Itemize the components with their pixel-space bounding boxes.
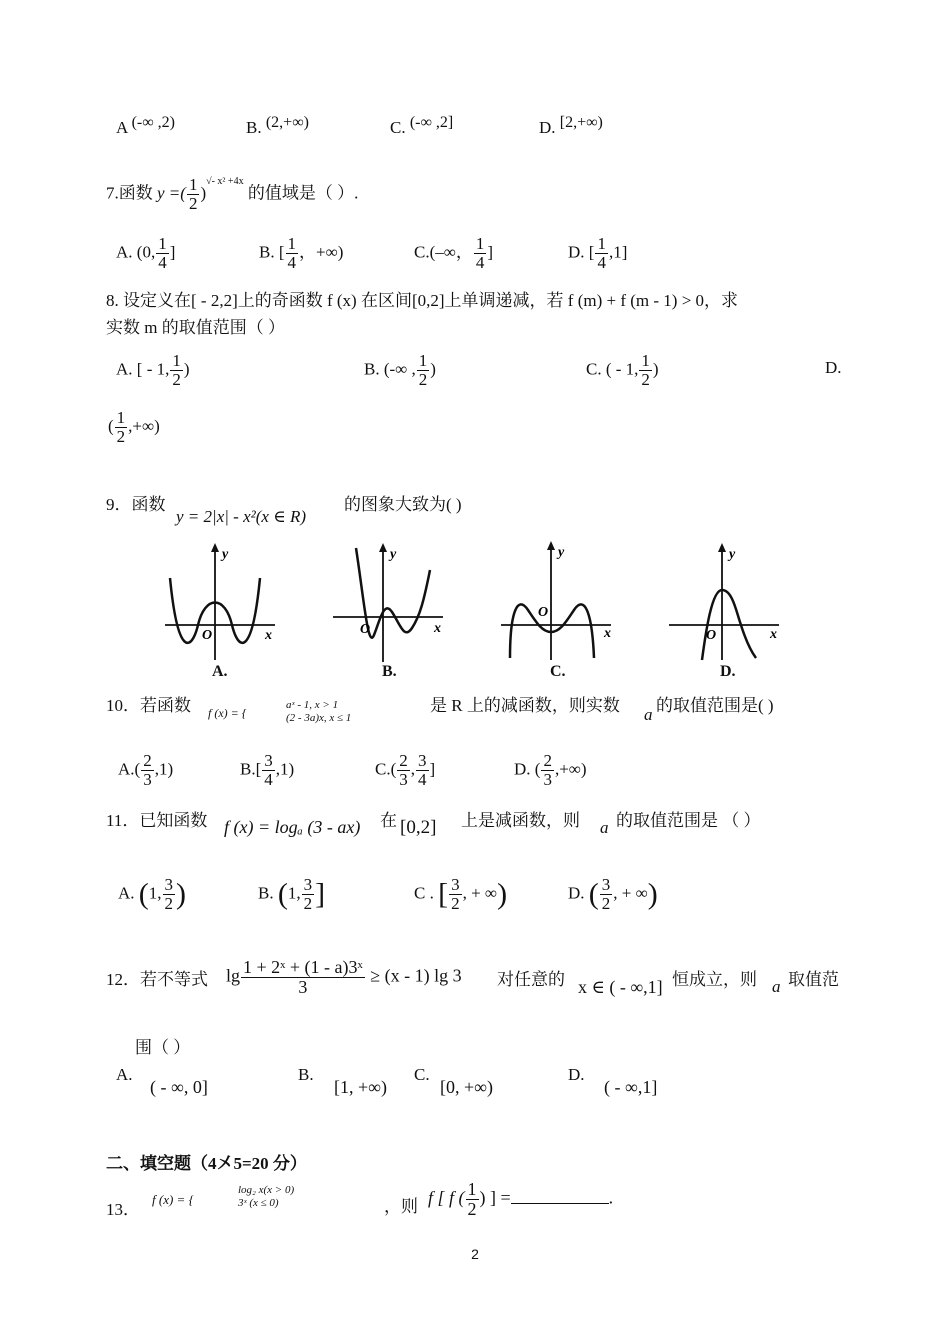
origin-label: O (202, 628, 213, 643)
question-number: 9． (106, 495, 132, 514)
q12-option-c-value: [0, +∞) (440, 1077, 493, 1097)
denominator: 2 (303, 893, 313, 913)
log-symbol: lg (226, 965, 241, 986)
numerator: 1 (641, 351, 650, 370)
fraction (286, 235, 299, 272)
option-text: ] (487, 242, 494, 262)
option-label: D. (539, 118, 556, 137)
option-text: ( (108, 416, 114, 436)
question-prefix: 函数 (118, 183, 153, 203)
denominator: 2 (172, 369, 181, 389)
option-text: ( (134, 759, 141, 779)
q9-formula: y = 2|x| - x²(x ∈ R) (176, 507, 307, 526)
y-label: y (558, 545, 565, 560)
option-label: D. (514, 759, 531, 779)
option-label: A. (118, 759, 135, 779)
page-number: 2 (471, 1246, 479, 1262)
question-suffix: 是 R 上的减函数，则实数 (430, 696, 620, 715)
q10-fname: f (x) = { (208, 706, 247, 720)
x-label: x (770, 627, 777, 642)
bracket: ] (315, 877, 326, 911)
option-text: [ (255, 759, 262, 779)
origin-label: O (360, 622, 371, 637)
numerator: 2 (543, 751, 552, 770)
period: . (608, 1187, 614, 1208)
case-line: aˣ - 1, x > 1 (286, 699, 339, 711)
graph-d-label: D. (720, 663, 736, 680)
option-text: (0, (136, 242, 156, 262)
q12-cond: x ∈ ( - ∞,1] (578, 977, 663, 997)
option-text: ,+∞) (554, 759, 587, 779)
answer-blank[interactable] (511, 1189, 609, 1204)
option-label: C. (375, 759, 391, 779)
q11-suffix2: 的取值范围是 （ ） (616, 811, 761, 830)
denominator: 2 (601, 893, 611, 913)
question-prefix: 函数 (131, 495, 166, 514)
option-text: ，+∞) (299, 242, 344, 262)
q12-suffix: 恒成立，则 (672, 970, 757, 989)
option-text: , + ∞ (462, 883, 498, 903)
numerator: 1 (158, 234, 167, 253)
q12-option-c-label: C. (414, 1065, 430, 1084)
option-text: ) (183, 359, 190, 379)
denominator: 4 (287, 252, 297, 272)
option-text: ,1) (275, 759, 295, 779)
q10-suffix2: 的取值范围是( ) (656, 696, 774, 715)
option-label: B. (364, 359, 380, 379)
numerator: 1 (116, 408, 126, 427)
fraction (170, 352, 183, 389)
option-value: (-∞ ,2) (131, 114, 175, 131)
option-text: ] (429, 759, 436, 779)
bracket: [ (438, 877, 449, 911)
option-text: ( (534, 759, 541, 779)
graph-c-label: C. (550, 663, 566, 680)
question-number: 11． (106, 811, 140, 830)
question-10 (106, 691, 191, 716)
q6-option-a (116, 114, 175, 138)
numerator: 3 (601, 875, 611, 894)
q13-mid: ，则 (384, 1197, 418, 1216)
denominator: 4 (158, 252, 167, 272)
q12-option-b-value: [1, +∞) (334, 1077, 387, 1097)
fraction (595, 235, 608, 272)
q12-var: a (772, 977, 781, 996)
option-label: D. (568, 883, 585, 903)
numerator: 1 (287, 234, 297, 253)
q11-interval: [0,2] (400, 817, 437, 838)
fraction (541, 752, 554, 789)
option-text: (-∞ , (383, 359, 416, 379)
numerator: 3 (418, 751, 427, 770)
option-text: ,1] (608, 242, 628, 262)
x-label: x (265, 628, 272, 643)
q7-option-c (414, 235, 493, 272)
option-text: ) (430, 359, 436, 379)
option-value: (-∞ ,2] (409, 114, 454, 131)
option-label: B. (258, 883, 274, 903)
fraction (639, 352, 652, 389)
fraction (241, 958, 365, 997)
origin-label: O (538, 605, 549, 620)
q7-option-a (116, 235, 175, 272)
option-label: C. (586, 359, 602, 379)
numerator: 1 (467, 1179, 477, 1199)
option-label: A. (116, 359, 133, 379)
numerator: 1 (597, 234, 606, 253)
option-label: A (116, 118, 128, 137)
fraction (417, 352, 430, 389)
q11-var: a (600, 818, 609, 837)
option-label: C . (414, 883, 434, 903)
question-number: 10． (106, 696, 140, 715)
formula: ≥ (x - 1) lg 3 (370, 965, 462, 986)
q11-option-a (118, 876, 186, 913)
question-12 (106, 965, 208, 990)
bracket: ) (176, 877, 187, 911)
numerator: 1 (172, 351, 181, 370)
q6-option-d (539, 114, 603, 138)
y-arrow (379, 543, 387, 552)
q10-option-c (375, 752, 435, 789)
option-text: , + ∞ (613, 883, 648, 903)
denominator: 4 (418, 769, 427, 789)
denominator: 2 (451, 893, 460, 913)
q6-option-c (390, 114, 454, 138)
y-label: y (222, 547, 229, 562)
option-label: A. (118, 883, 135, 903)
fraction (115, 409, 128, 446)
question-8-line2: 实数 m 的取值范围（ ） (106, 318, 285, 337)
option-label: B. (240, 759, 256, 779)
option-text: 1, (287, 883, 301, 903)
section-heading: 二、填空题（4㐅5=20 分） (106, 1154, 307, 1173)
formula: y =( (157, 183, 186, 203)
origin-label: O (706, 628, 717, 643)
case-line: log₂ x(x > 0) (238, 1184, 295, 1196)
denominator: 4 (475, 252, 485, 272)
q11-option-d (568, 876, 658, 913)
fraction (141, 752, 154, 789)
question-11 (106, 806, 207, 831)
q8-option-b (364, 352, 436, 389)
q10-option-b (240, 752, 294, 789)
option-text: [ - 1, (136, 359, 170, 379)
graph-d (664, 540, 784, 665)
option-text: ,+∞) (128, 416, 160, 436)
option-label: C. (414, 242, 430, 262)
option-value: (2,+∞) (265, 114, 309, 131)
question-7 (106, 176, 358, 213)
q10-cases (286, 699, 351, 724)
question-8-line1: 8. 设定义在[ - 2,2]上的奇函数 f (x) 在区间[0,2]上单调递减，若 f (m) + f (m - 1) > 0，求 (106, 291, 739, 310)
denominator: 2 (641, 369, 650, 389)
option-text: ,1) (154, 759, 174, 779)
q12-line2: 围（ ） (135, 1038, 191, 1057)
y-label: y (390, 547, 397, 562)
q12-mid: 对任意的 (497, 970, 565, 989)
denominator: 2 (116, 426, 126, 446)
fraction (302, 876, 315, 913)
option-text: [ (278, 242, 285, 262)
graph-b-label: B. (382, 663, 397, 680)
option-label: A. (116, 242, 133, 262)
numerator: 3 (264, 751, 273, 770)
formula: ) (200, 183, 207, 203)
q8-option-d (108, 409, 160, 446)
q10-var: a (644, 705, 653, 724)
fraction (262, 752, 275, 789)
q6-option-b (246, 114, 309, 138)
q10-option-a (118, 752, 173, 789)
numerator: 3 (303, 875, 313, 894)
denominator: 3 (543, 769, 552, 789)
question-prefix: 若函数 (140, 696, 191, 715)
option-text: (–∞， (429, 242, 473, 262)
q8-option-d-label: D. (825, 358, 842, 377)
q9-suffix: 的图象大致为( ) (344, 495, 462, 514)
x-label: x (604, 626, 611, 641)
q11-formula: f (x) = logₐ (3 - ax) (224, 817, 361, 837)
q11-option-b (258, 876, 325, 913)
denominator: 2 (164, 893, 174, 913)
option-label: B. (246, 118, 262, 137)
question-number: 7. (106, 183, 119, 203)
option-label: D. (568, 242, 585, 262)
fraction (187, 176, 200, 213)
q8-option-a (116, 352, 190, 389)
formula: ) ] = (479, 1187, 511, 1208)
q12-option-b-label: B. (298, 1065, 314, 1084)
option-text: ( (390, 759, 397, 779)
fraction (416, 752, 429, 789)
denominator: 2 (418, 369, 428, 389)
fraction (474, 235, 487, 272)
q7-option-d (568, 235, 627, 272)
option-label: C. (390, 118, 406, 137)
q11-mid: 在 (380, 811, 397, 830)
q10-suffix (430, 691, 620, 716)
denominator: 3 (143, 769, 152, 789)
q13-cases (238, 1184, 294, 1210)
denominator: 2 (467, 1198, 477, 1219)
option-text: ) (652, 359, 659, 379)
question-prefix: 若不等式 (140, 970, 208, 989)
option-text: ] (169, 242, 176, 262)
bracket: ( (277, 877, 288, 911)
exponent: √- x² +4x (206, 175, 244, 187)
numerator: 1 (475, 234, 485, 253)
numerator: 1 + 2ˣ + (1 - a)3ˣ (243, 957, 363, 977)
graph-b (328, 540, 448, 665)
numerator: 2 (399, 751, 408, 770)
q13-expression (428, 1180, 613, 1219)
option-text: ( - 1, (605, 359, 639, 379)
y-label: y (729, 547, 736, 562)
q12-option-a-value: ( - ∞, 0] (150, 1077, 208, 1097)
numerator: 1 (418, 351, 428, 370)
graph-a (160, 540, 280, 665)
fraction (397, 752, 410, 789)
option-text: [ (588, 242, 595, 262)
question-number: 12． (106, 970, 140, 989)
fraction (156, 235, 169, 272)
fraction (466, 1180, 479, 1219)
q12-suffix2: 取值范 (788, 970, 839, 989)
bracket: ( (588, 877, 599, 911)
curve (510, 604, 594, 658)
fraction (449, 876, 462, 913)
q12-inequality (226, 958, 462, 997)
denominator: 3 (298, 976, 308, 997)
y-arrow (547, 541, 555, 550)
bracket: ) (497, 877, 508, 911)
question-suffix: 的值域是（ ）. (247, 183, 359, 203)
q11-option-c (414, 876, 507, 913)
bracket: ) (647, 877, 658, 911)
numerator: 2 (143, 751, 152, 770)
numerator: 1 (188, 175, 198, 194)
x-label: x (434, 621, 441, 636)
q12-option-a-label: A. (116, 1065, 133, 1084)
q12-option-d-label: D. (568, 1065, 585, 1084)
numerator: 3 (164, 875, 174, 894)
denominator: 4 (597, 252, 606, 272)
question-9 (106, 490, 166, 515)
graph-a-label: A. (212, 663, 228, 680)
option-value: [2,+∞) (559, 114, 603, 131)
case-line: 3ˣ (x ≤ 0) (238, 1197, 279, 1210)
q12-option-d-value: ( - ∞,1] (604, 1077, 658, 1097)
case-line: (2 - 3a)x, x ≤ 1 (286, 711, 352, 724)
denominator: 4 (264, 769, 273, 789)
option-text: 1, (148, 883, 162, 903)
option-text: , (410, 759, 416, 779)
fraction (600, 876, 613, 913)
y-arrow (718, 543, 726, 552)
q8-option-c (586, 352, 659, 389)
q13-fname: f (x) = { (152, 1192, 194, 1207)
denominator: 3 (399, 769, 408, 789)
formula: f [ f ( (428, 1187, 465, 1208)
graph-c (496, 540, 621, 665)
option-label: B. (259, 242, 275, 262)
q11-suffix: 上是减函数，则 (461, 811, 580, 830)
y-arrow (211, 543, 219, 552)
denominator: 2 (188, 193, 198, 213)
question-prefix: 已知函数 (139, 811, 208, 830)
numerator: 3 (451, 875, 460, 894)
question-13-number: 13． (106, 1200, 140, 1219)
q10-option-d (514, 752, 587, 789)
bracket: ( (138, 877, 149, 911)
q7-option-b (259, 235, 343, 272)
fraction (163, 876, 176, 913)
